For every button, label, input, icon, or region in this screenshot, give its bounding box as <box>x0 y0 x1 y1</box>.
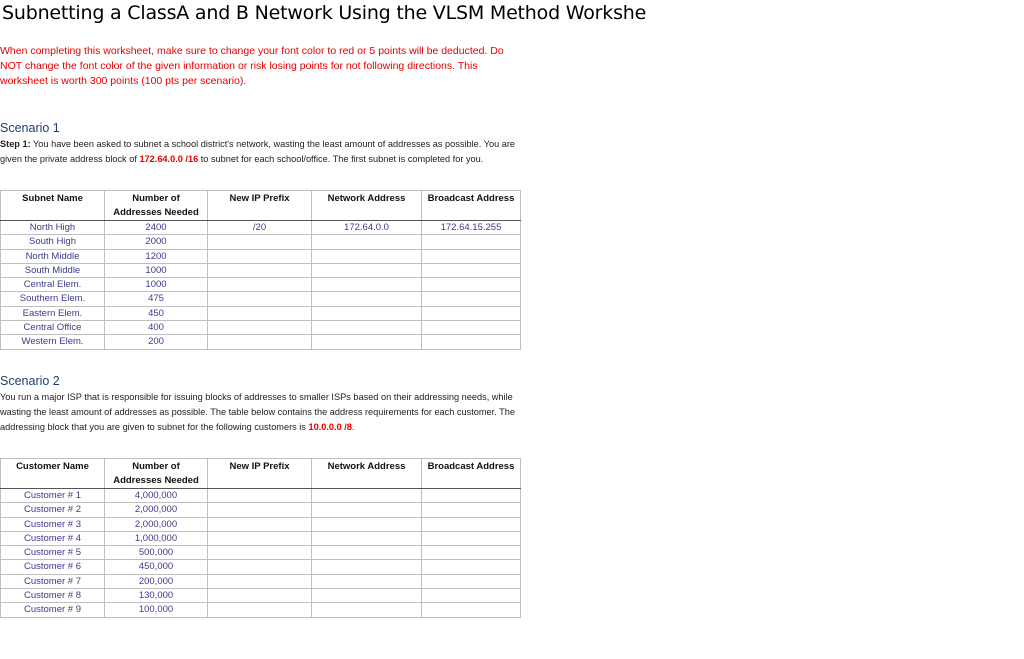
addresses-needed-cell[interactable]: 2400 <box>105 221 208 235</box>
table-row <box>1 249 521 263</box>
subnet-name-cell[interactable]: Customer # 9 <box>1 603 105 617</box>
addresses-needed-cell[interactable]: 200 <box>105 335 208 349</box>
addresses-needed-cell[interactable]: 400 <box>105 321 208 335</box>
broadcast-address-cell[interactable] <box>422 292 521 306</box>
addresses-needed-cell[interactable]: 450,000 <box>105 560 208 574</box>
broadcast-address-cell[interactable]: 172.64.15.255 <box>422 221 521 235</box>
network-address-cell[interactable] <box>312 249 422 263</box>
broadcast-address-cell[interactable] <box>422 278 521 292</box>
scenario-2-text-a: You run a major ISP that is responsible for issuing blocks of addresses to smaller ISPs based on their addressing needs, while wasting the least amount of addresses as possible. The table below contains the address requirements for each customer. The addressing block that you are given to subnet for the following customers is <box>0 392 515 432</box>
page-title: Subnetting a ClassA and B Network Using the VLSM Method Workshe <box>2 2 647 24</box>
addresses-needed-cell[interactable]: 1200 <box>105 249 208 263</box>
addresses-needed-cell[interactable]: 200,000 <box>105 574 208 588</box>
col-subnet-name: Subnet Name <box>1 191 105 221</box>
table-row <box>1 278 521 292</box>
step-label: Step 1: <box>0 139 31 149</box>
network-address-cell[interactable] <box>312 517 422 531</box>
network-address-cell[interactable] <box>312 560 422 574</box>
network-address-cell[interactable] <box>312 278 422 292</box>
subnet-name-cell[interactable]: Western Elem. <box>1 335 105 349</box>
scenario-2-table <box>0 458 521 618</box>
subnet-name-cell[interactable]: Customer # 3 <box>1 517 105 531</box>
table-row <box>1 335 521 349</box>
table-header-row <box>1 191 521 221</box>
col-new-ip-prefix: New IP Prefix <box>208 191 312 221</box>
new-ip-prefix-cell[interactable] <box>208 560 312 574</box>
new-ip-prefix-cell[interactable] <box>208 292 312 306</box>
table-row <box>1 306 521 320</box>
table-row <box>1 531 521 545</box>
new-ip-prefix-cell[interactable]: /20 <box>208 221 312 235</box>
subnet-name-cell[interactable]: Eastern Elem. <box>1 306 105 320</box>
addresses-needed-cell[interactable]: 100,000 <box>105 603 208 617</box>
network-address-cell[interactable] <box>312 589 422 603</box>
subnet-name-cell[interactable]: Central Office <box>1 321 105 335</box>
network-address-cell[interactable] <box>312 335 422 349</box>
network-address-cell[interactable]: 172.64.0.0 <box>312 221 422 235</box>
new-ip-prefix-cell[interactable] <box>208 517 312 531</box>
addresses-needed-cell[interactable]: 2000 <box>105 235 208 249</box>
col-broadcast-address: Broadcast Address <box>422 459 521 489</box>
addresses-needed-cell[interactable]: 450 <box>105 306 208 320</box>
addresses-needed-cell[interactable]: 2,000,000 <box>105 517 208 531</box>
network-address-cell[interactable] <box>312 235 422 249</box>
new-ip-prefix-cell[interactable] <box>208 489 312 503</box>
network-address-cell[interactable] <box>312 306 422 320</box>
new-ip-prefix-cell[interactable] <box>208 546 312 560</box>
subnet-name-cell[interactable]: Customer # 2 <box>1 503 105 517</box>
table-row <box>1 263 521 277</box>
table-row <box>1 603 521 617</box>
broadcast-address-cell[interactable] <box>422 263 521 277</box>
table-row <box>1 546 521 560</box>
new-ip-prefix-cell[interactable] <box>208 531 312 545</box>
addresses-needed-cell[interactable]: 2,000,000 <box>105 503 208 517</box>
subnet-name-cell[interactable]: Customer # 1 <box>1 489 105 503</box>
subnet-name-cell[interactable]: Central Elem. <box>1 278 105 292</box>
broadcast-address-cell[interactable] <box>422 574 521 588</box>
col-addresses-needed: Number of Addresses Needed <box>105 191 208 221</box>
network-address-cell[interactable] <box>312 489 422 503</box>
broadcast-address-cell[interactable] <box>422 335 521 349</box>
addresses-needed-cell[interactable]: 500,000 <box>105 546 208 560</box>
new-ip-prefix-cell[interactable] <box>208 306 312 320</box>
scenario-2-heading: Scenario 2 <box>0 374 60 388</box>
subnet-name-cell[interactable]: Customer # 4 <box>1 531 105 545</box>
broadcast-address-cell[interactable] <box>422 503 521 517</box>
scenario-2-text-b: . <box>351 422 355 432</box>
addresses-needed-cell[interactable]: 475 <box>105 292 208 306</box>
addresses-needed-cell[interactable]: 1000 <box>105 263 208 277</box>
broadcast-address-cell[interactable] <box>422 517 521 531</box>
col-new-ip-prefix: New IP Prefix <box>208 459 312 489</box>
addresses-needed-cell[interactable]: 1,000,000 <box>105 531 208 545</box>
new-ip-prefix-cell[interactable] <box>208 589 312 603</box>
col-addresses-needed: Number of Addresses Needed <box>105 459 208 489</box>
table-row <box>1 589 521 603</box>
subnet-name-cell[interactable]: Customer # 6 <box>1 560 105 574</box>
table-row <box>1 221 521 235</box>
broadcast-address-cell[interactable] <box>422 249 521 263</box>
subnet-name-cell[interactable]: South Middle <box>1 263 105 277</box>
table-row <box>1 321 521 335</box>
new-ip-prefix-cell[interactable] <box>208 278 312 292</box>
addresses-needed-cell[interactable]: 1000 <box>105 278 208 292</box>
broadcast-address-cell[interactable] <box>422 321 521 335</box>
scenario-1-text-a: You have been asked to subnet a school district's network, wasting the least amount of addresses as possible. You are given the private address block of <box>0 139 516 164</box>
new-ip-prefix-cell[interactable] <box>208 574 312 588</box>
subnet-name-cell[interactable]: Southern Elem. <box>1 292 105 306</box>
col-network-address: Network Address <box>312 191 422 221</box>
broadcast-address-cell[interactable] <box>422 531 521 545</box>
network-address-cell[interactable] <box>312 603 422 617</box>
broadcast-address-cell[interactable] <box>422 235 521 249</box>
network-address-cell[interactable] <box>312 263 422 277</box>
table-row <box>1 489 521 503</box>
broadcast-address-cell[interactable] <box>422 589 521 603</box>
table-header-row <box>1 459 521 489</box>
col-broadcast-address: Broadcast Address <box>422 191 521 221</box>
instructions-warning: When completing this worksheet, make sure to change your font color to red or 5 points will be deducted. Do NOT change the font color of the given information or risk losing points for not following directions. This worksheet is worth 300 points (100 pts per scenario). <box>0 45 504 87</box>
network-address-cell[interactable] <box>312 503 422 517</box>
new-ip-prefix-cell[interactable] <box>208 235 312 249</box>
broadcast-address-cell[interactable] <box>422 306 521 320</box>
broadcast-address-cell[interactable] <box>422 560 521 574</box>
broadcast-address-cell[interactable] <box>422 603 521 617</box>
broadcast-address-cell[interactable] <box>422 546 521 560</box>
scenario-1-text-b: to subnet for each school/office. The first subnet is completed for you. <box>198 154 484 164</box>
subnet-name-cell[interactable]: Customer # 5 <box>1 546 105 560</box>
network-address-cell[interactable] <box>312 546 422 560</box>
subnet-name-cell[interactable]: Customer # 8 <box>1 589 105 603</box>
addresses-needed-cell[interactable]: 4,000,000 <box>105 489 208 503</box>
subnet-name-cell[interactable]: North High <box>1 221 105 235</box>
scenario-1-address-block: 172.64.0.0 /16 <box>139 154 199 164</box>
new-ip-prefix-cell[interactable] <box>208 503 312 517</box>
subnet-name-cell[interactable]: South High <box>1 235 105 249</box>
table-row <box>1 503 521 517</box>
network-address-cell[interactable] <box>312 292 422 306</box>
scenario-2-address-block: 10.0.0.0 /8 <box>308 422 352 432</box>
table-row <box>1 560 521 574</box>
network-address-cell[interactable] <box>312 574 422 588</box>
network-address-cell[interactable] <box>312 321 422 335</box>
new-ip-prefix-cell[interactable] <box>208 263 312 277</box>
subnet-name-cell[interactable]: Customer # 7 <box>1 574 105 588</box>
table-row <box>1 517 521 531</box>
table-row <box>1 235 521 249</box>
addresses-needed-cell[interactable]: 130,000 <box>105 589 208 603</box>
col-customer-name: Customer Name <box>1 459 105 489</box>
subnet-name-cell[interactable]: North Middle <box>1 249 105 263</box>
new-ip-prefix-cell[interactable] <box>208 321 312 335</box>
table-row <box>1 574 521 588</box>
col-network-address: Network Address <box>312 459 422 489</box>
broadcast-address-cell[interactable] <box>422 489 521 503</box>
new-ip-prefix-cell[interactable] <box>208 249 312 263</box>
table-row <box>1 292 521 306</box>
scenario-1-table <box>0 190 521 350</box>
scenario-2-description <box>0 390 520 435</box>
network-address-cell[interactable] <box>312 531 422 545</box>
new-ip-prefix-cell[interactable] <box>208 603 312 617</box>
scenario-1-description <box>0 137 520 167</box>
scenario-1-heading: Scenario 1 <box>0 121 60 135</box>
new-ip-prefix-cell[interactable] <box>208 335 312 349</box>
